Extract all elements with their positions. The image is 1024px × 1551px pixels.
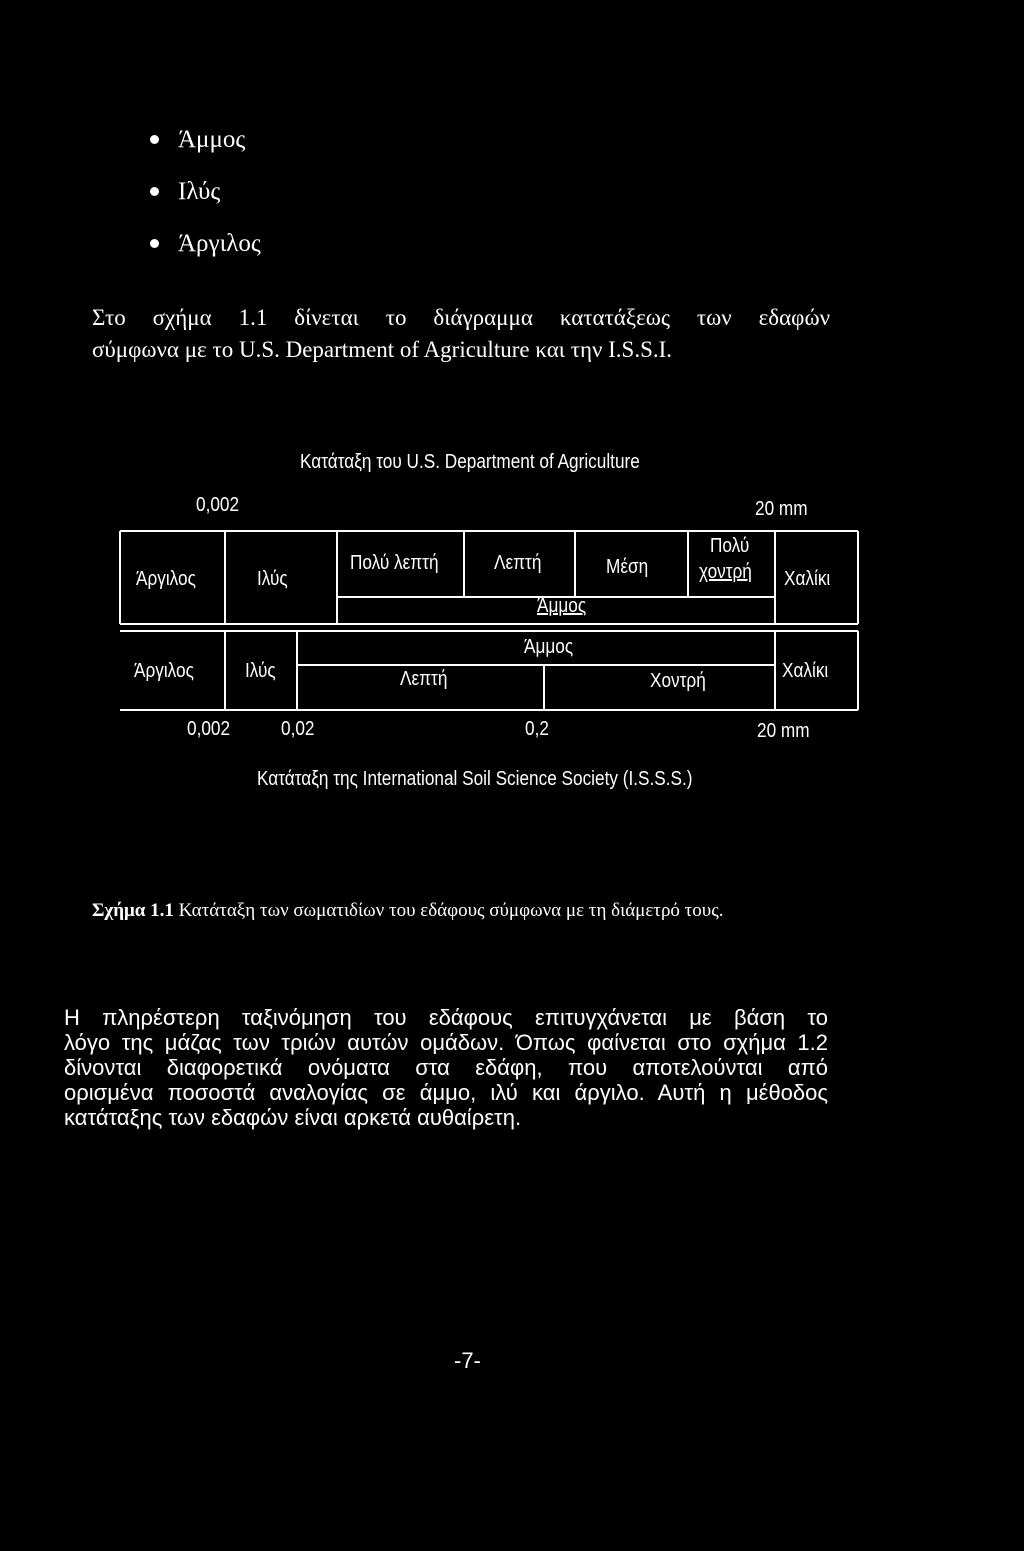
body-paragraph: [64, 1005, 828, 1130]
usda-very-coarse-label-2: χοντρή: [699, 561, 752, 583]
usda-title: Κατάταξη του U.S. Department of Agriculture: [300, 451, 640, 473]
isss-gravel-label: Χαλίκι: [782, 660, 829, 682]
isss-sand-label: Άμμος: [524, 636, 574, 658]
bottom-tick: 0,02: [281, 718, 315, 740]
top-right-limit: 20 mm: [755, 498, 808, 520]
paragraph-line: λόγο της μάζας των τριών αυτών ομάδων. Όπως φαίνεται στο σχήμα 1.2: [64, 1030, 828, 1055]
page-number: -7-: [454, 1348, 481, 1373]
caption-text: Κατάταξη των σωματιδίων του εδάφους σύμφωνα με τη διάμετρό τους.: [173, 900, 724, 921]
bottom-tick: 0,2: [525, 718, 549, 740]
usda-fine-sand-label: Λεπτή: [494, 552, 542, 574]
paragraph-line: κατάταξης των εδαφών είναι αρκετά αυθαίρετη.: [64, 1105, 522, 1130]
usda-very-coarse-label-1: Πολύ: [710, 535, 750, 557]
usda-sand-label: Άμμος: [537, 595, 587, 617]
bottom-tick: 0,002: [187, 718, 231, 740]
isss-title: Κατάταξη της International Soil Science Society (I.S.S.S.): [257, 768, 693, 790]
paragraph-line: ορισμένα ποσοστά αναλογίας σε άμμο, ιλύ και άργιλο. Αυτή η μέθοδος: [64, 1080, 828, 1105]
caption-label: Σχήμα 1.1: [92, 900, 174, 921]
usda-silt-label: Ιλύς: [257, 568, 288, 590]
top-left-limit: 0,002: [196, 494, 240, 516]
usda-gravel-label: Χαλίκι: [784, 568, 831, 590]
intro-line-2: σύμφωνα με το U.S. Department of Agriculture και την I.S.S.I.: [92, 337, 673, 362]
list-item-text: Άμμος: [178, 126, 246, 153]
usda-medium-sand-label: Μέση: [606, 556, 649, 578]
list-item-text: Άργιλος: [178, 230, 261, 257]
paragraph-line: Η πληρέστερη ταξινόμηση του εδάφους επιτυγχάνεται με βάση το: [64, 1005, 828, 1030]
isss-silt-label: Ιλύς: [245, 660, 276, 682]
figure-caption: [92, 896, 832, 926]
intro-line-1: Στο σχήμα 1.1 δίνεται το διάγραμμα κατατάξεως των εδαφών: [92, 305, 830, 330]
bottom-tick: 20 mm: [757, 720, 810, 742]
isss-clay-label: Άργιλος: [134, 660, 194, 682]
usda-very-fine-sand-label: Πολύ λεπτή: [350, 552, 439, 574]
list-item-text: Ιλύς: [178, 178, 221, 205]
usda-clay-label: Άργιλος: [136, 568, 196, 590]
isss-fine-sand-label: Λεπτή: [400, 668, 448, 690]
paragraph-line: δίνονται διαφορετικά ονόματα στα εδάφη, που αποτελούνται από: [64, 1055, 828, 1080]
isss-coarse-sand-label: Χοντρή: [650, 670, 706, 692]
